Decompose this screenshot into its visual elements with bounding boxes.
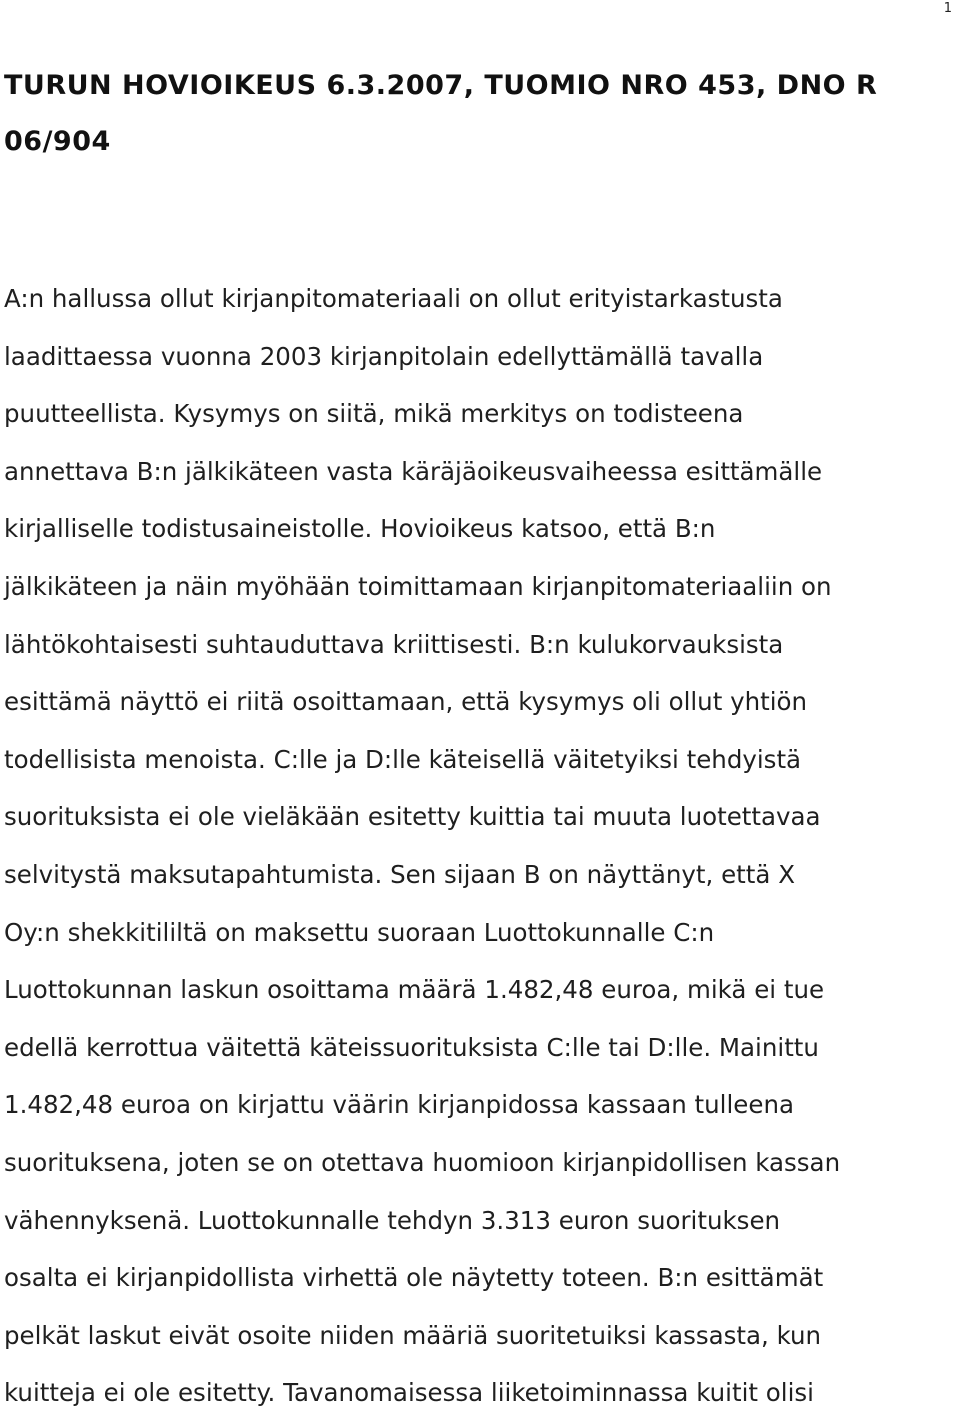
body-line: Oy:n shekkitililtä on maksettu suoraan Luottokunnalle C:n (4, 917, 715, 947)
body-line: esittämä näyttö ei riitä osoittamaan, että kysymys oli ollut yhtiön (4, 687, 808, 717)
document-title (4, 58, 934, 170)
body-line: selvitystä maksutapahtumista. Sen sijaan B on näyttänyt, että X (4, 859, 795, 889)
title-line: TURUN HOVIOIKEUS 6.3.2007, TUOMIO NRO 453, DNO R (4, 70, 878, 101)
body-line: A:n hallussa ollut kirjanpitomateriaali on ollut erityistarkastusta (4, 284, 783, 313)
body-line: kirjalliselle todistusaineistolle. Hovioikeus katsoo, että B:n (4, 514, 716, 544)
body-line: jälkikäteen ja näin myöhään toimittamaan kirjanpitomateriaaliin on (4, 571, 832, 601)
body-line: suorituksena, joten se on otettava huomioon kirjanpidollisen kassan (4, 1147, 841, 1177)
page-number: 1 (943, 1, 952, 16)
body-line: annettava B:n jälkikäteen vasta käräjäoikeusvaiheessa esittämälle (4, 456, 823, 486)
body-line: kuitteja ei ole esitetty. Tavanomaisessa liiketoiminnassa kuitit olisi (4, 1378, 814, 1408)
body-line: suorituksista ei ole vieläkään esitetty kuittia tai muuta luotettavaa (4, 802, 821, 832)
body-line: todellisista menoista. C:lle ja D:lle käteisellä väitetyiksi tehdyistä (4, 744, 802, 774)
body-line: laadittaessa vuonna 2003 kirjanpitolain edellyttämällä tavalla (4, 341, 764, 371)
document-body (4, 270, 954, 1422)
body-line: osalta ei kirjanpidollista virhettä ole näytetty toteen. B:n esittämät (4, 1263, 824, 1293)
title-line: 06/904 (4, 126, 111, 157)
body-line: pelkät laskut eivät osoite niiden määriä suoritetuiksi kassasta, kun (4, 1320, 822, 1350)
body-line: Luottokunnan laskun osoittama määrä 1.482,48 euroa, mikä ei tue (4, 975, 825, 1005)
body-line: lähtökohtaisesti suhtauduttava kriittisesti. B:n kulukorvauksista (4, 629, 784, 659)
body-line: edellä kerrottua väitettä käteissuorituksista C:lle tai D:lle. Mainittu (4, 1032, 819, 1062)
body-line: vähennyksenä. Luottokunnalle tehdyn 3.313 euron suorituksen (4, 1205, 781, 1235)
body-line: 1.482,48 euroa on kirjattu väärin kirjanpidossa kassaan tulleena (4, 1090, 794, 1120)
body-line: puutteellista. Kysymys on siitä, mikä merkitys on todisteena (4, 399, 744, 429)
